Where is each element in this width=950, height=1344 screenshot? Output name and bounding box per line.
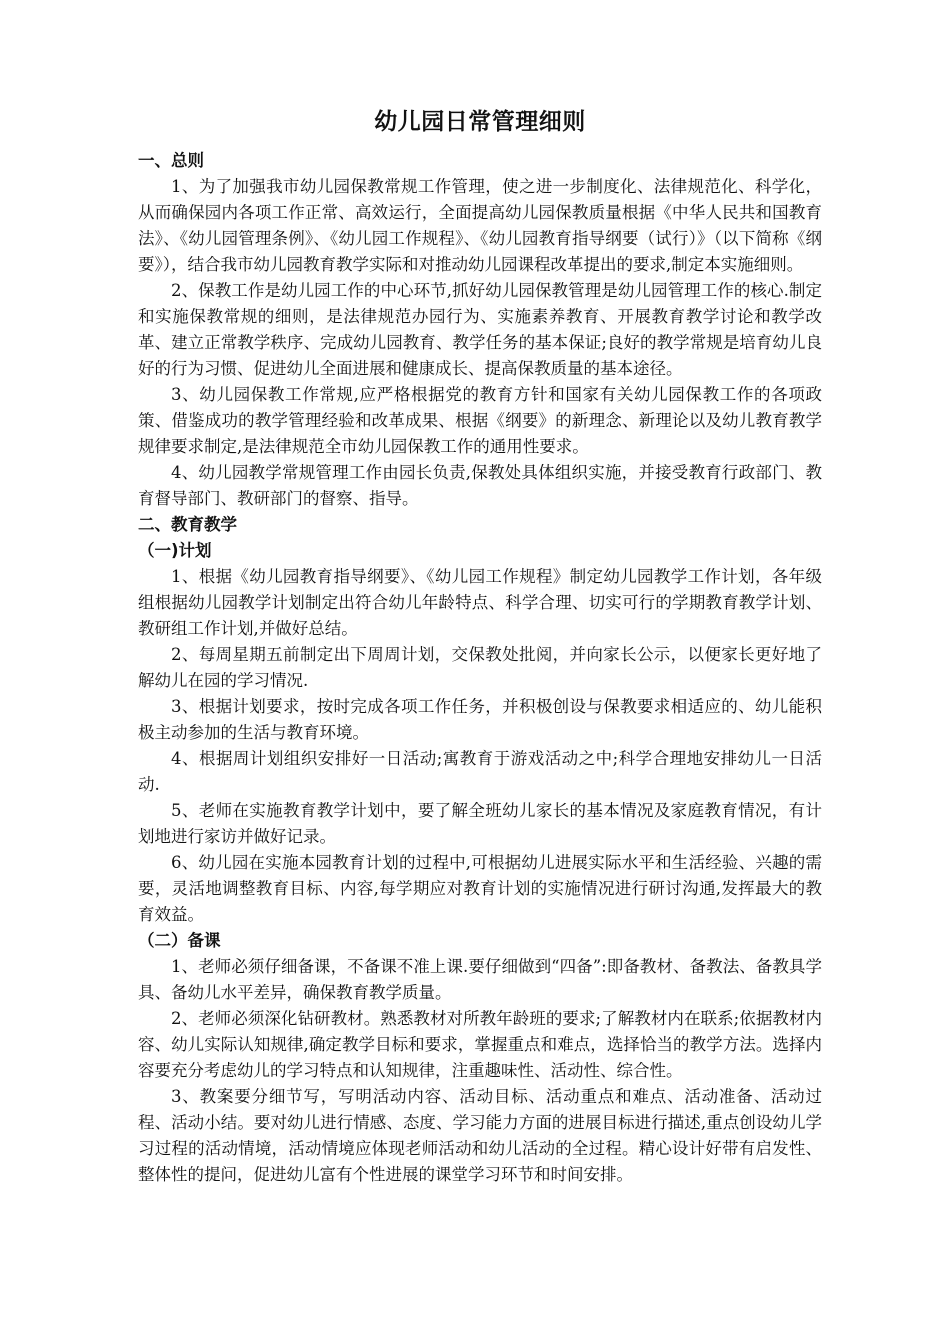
paragraph: 3、幼儿园保教工作常规,应严格根据党的教育方针和国家有关幼儿园保教工作的各项政策、借鉴成功的教学管理经验和改革成果、根据《纲要》的新理念、新理论以及幼儿教育教学规律要求制定,是法律规范全市幼儿园保教工作的通用性要求。 [138,385,822,456]
paragraph: 3、教案要分细节写，写明活动内容、活动目标、活动重点和难点、活动准备、活动过程、活动小结。要对幼儿进行情感、态度、学习能力方面的进展目标进行描述,重点创设幼儿学习过程的活动情境，活动情境应体现老师活动和幼儿活动的全过程。精心设计好带有启发性、整体性的提问，促进幼儿富有个性进展的课堂学习环节和时间安排。 [138,1087,822,1184]
subsection-plan [138,538,822,928]
subsection-lesson-prep [138,928,822,1188]
paragraph: 2、每周星期五前制定出下周周计划，交保教处批阅，并向家长公示，以便家长更好地了解幼儿在园的学习情况. [138,645,822,690]
section-heading-teaching: 二、教育教学 [138,515,237,534]
paragraph: 4、幼儿园教学常规管理工作由园长负责,保教处具体组织实施，并接受教育行政部门、教育督导部门、教研部门的督察、指导。 [138,463,822,508]
paragraph: 6、幼儿园在实施本园教育计划的过程中,可根据幼儿进展实际水平和生活经验、兴趣的需要，灵活地调整教育目标、内容,每学期应对教育计划的实施情况进行研讨沟通,发挥最大的教育效益。 [138,853,822,924]
paragraph: 4、根据周计划组织安排好一日活动;寓教育于游戏活动之中;科学合理地安排幼儿一日活动. [138,749,822,794]
paragraph: 1、为了加强我市幼儿园保教常规工作管理，使之进一步制度化、法律规范化、科学化，从而确保园内各项工作正常、高效运行，全面提高幼儿园保教质量根据《中华人民共和国教育法》、《幼儿园管理条例》、《幼儿园工作规程》、《幼儿园教育指导纲要（试行）》（以下简称《纲要》），结合我市幼儿园教育教学实际和对推动幼儿园课程改革提出的要求,制定本实施细则。 [138,177,822,274]
document-title: 幼儿园日常管理细则 [374,109,586,135]
paragraph: 1、老师必须仔细备课，不备课不准上课.要仔细做到“四备”:即备教材、备教法、备教具学具、备幼儿水平差异，确保教育教学质量。 [138,957,822,1002]
paragraph: 1、根据《幼儿园教育指导纲要》、《幼儿园工作规程》制定幼儿园教学工作计划，各年级组根据幼儿园教学计划制定出符合幼儿年龄特点、科学合理、切实可行的学期教育教学计划、教研组工作计划,并做好总结。 [138,567,822,638]
section-heading-general: 一、总则 [138,151,204,170]
subsection-heading-lesson-prep: （二）备课 [138,931,221,950]
paragraph: 2、老师必须深化钻研教材。熟悉教材对所教年龄班的要求;了解教材内在联系;依据教材内容、幼儿实际认知规律,确定教学目标和要求，掌握重点和难点，选择恰当的教学方法。选择内容要充分考虑幼儿的学习特点和认知规律，注重趣味性、活动性、综合性。 [138,1009,822,1080]
section-teaching [138,512,822,1188]
document-page [138,106,822,1188]
paragraph: 2、保教工作是幼儿园工作的中心环节,抓好幼儿园保教管理是幼儿园管理工作的核心.制定和实施保教常规的细则，是法律规范办园行为、实施素养教育、开展教育教学讨论和教学改革、建立正常教学秩序、完成幼儿园教育、教学任务的基本保证;良好的教学常规是培育幼儿良好的行为习惯、促进幼儿全面进展和健康成长、提高保教质量的基本途径。 [138,281,822,378]
paragraph: 5、老师在实施教育教学计划中，要了解全班幼儿家长的基本情况及家庭教育情况，有计划地进行家访并做好记录。 [138,801,822,846]
paragraph: 3、根据计划要求，按时完成各项工作任务，并积极创设与保教要求相适应的、幼儿能积极主动参加的生活与教育环境。 [138,697,822,742]
subsection-heading-plan: （一)计划 [138,541,212,560]
section-general [138,148,822,512]
